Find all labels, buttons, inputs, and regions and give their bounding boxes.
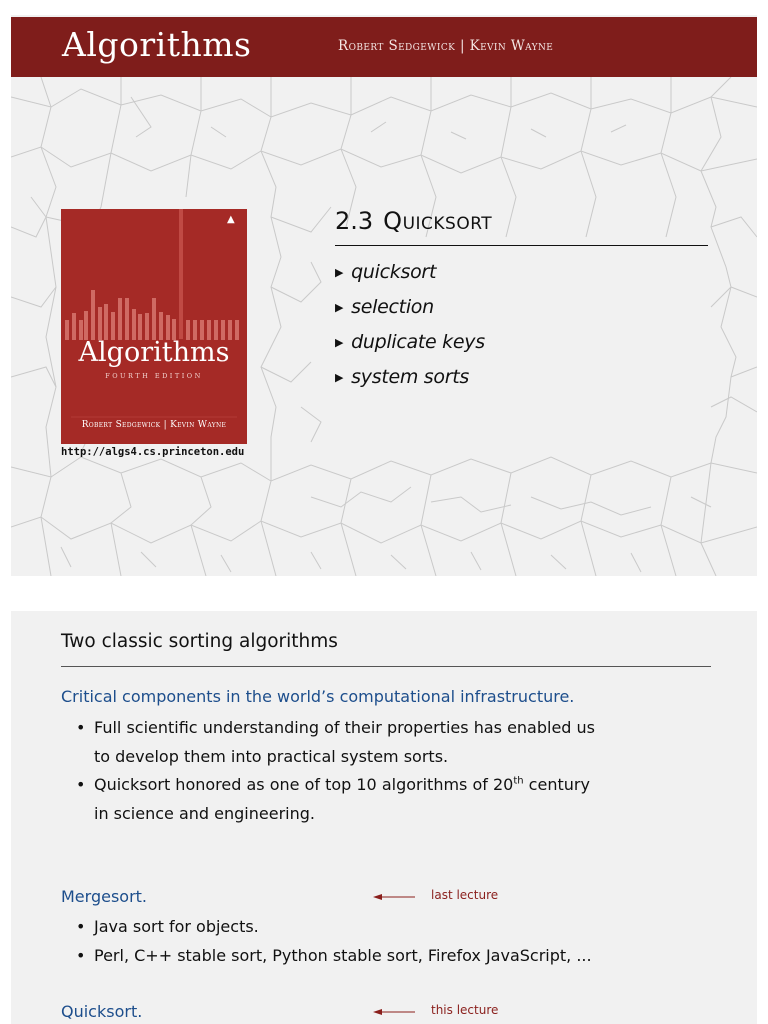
book-cover: [61, 209, 247, 444]
section-name: Quicksort: [383, 207, 493, 235]
header-authors: Robert Sedgewick | Kevin Wayne: [338, 38, 554, 54]
mergesort-heading: Mergesort.: [61, 887, 148, 906]
book-title: Algorithms: [78, 337, 230, 368]
book-authors: Robert Sedgewick | Kevin Wayne: [81, 420, 227, 430]
section-title: [335, 207, 492, 235]
book-edition: FOURTH EDITION: [105, 372, 203, 380]
triangle-bullet-icon: ▶: [335, 336, 344, 349]
list-item: • Full scientific understanding of their properties has enabled us to develop them into practical system sorts.: [61, 714, 595, 771]
toc-item-duplicate-keys: ▶ duplicate keys: [335, 331, 485, 353]
intro-heading: Critical components in the world’s computational infrastructure.: [61, 687, 575, 706]
quicksort-note: this lecture: [431, 1003, 499, 1017]
section-number: 2.3: [335, 207, 374, 235]
list-item: • Quicksort honored as one of top 10 algorithms of 20th century in science and engineering.: [61, 771, 595, 828]
left-arrow-icon: [373, 1006, 417, 1018]
toc-item-system-sorts: ▶ system sorts: [335, 366, 469, 388]
triangle-bullet-icon: ▶: [335, 371, 344, 384]
slide-title: Two classic sorting algorithms: [61, 631, 338, 652]
slide-title-divider: [61, 666, 711, 667]
mergesort-bullets: [61, 913, 592, 970]
left-arrow-icon: [373, 891, 417, 903]
header-title: Algorithms: [62, 25, 252, 64]
triangle-bullet-icon: ▶: [335, 266, 344, 279]
header-bar: [11, 17, 757, 77]
content-slide: [11, 611, 757, 1024]
book-bar-graphic: [61, 209, 247, 444]
intro-bullets: [61, 714, 595, 828]
book-url[interactable]: http://algs4.cs.princeton.edu: [61, 446, 245, 458]
toc-item-selection: ▶ selection: [335, 296, 434, 318]
publisher-logo-icon: ▲: [227, 214, 235, 225]
toc-item-quicksort: ▶ quicksort: [335, 261, 437, 283]
title-slide: [11, 15, 757, 576]
list-item: • Perl, C++ stable sort, Python stable sort, Firefox JavaScript, ...: [61, 942, 592, 971]
toc-list: [335, 261, 485, 401]
mergesort-note: last lecture: [431, 888, 499, 902]
triangle-bullet-icon: ▶: [335, 301, 344, 314]
section-divider: [335, 245, 708, 246]
quicksort-heading: Quicksort.: [61, 1002, 143, 1021]
list-item: • Java sort for objects.: [61, 913, 592, 942]
